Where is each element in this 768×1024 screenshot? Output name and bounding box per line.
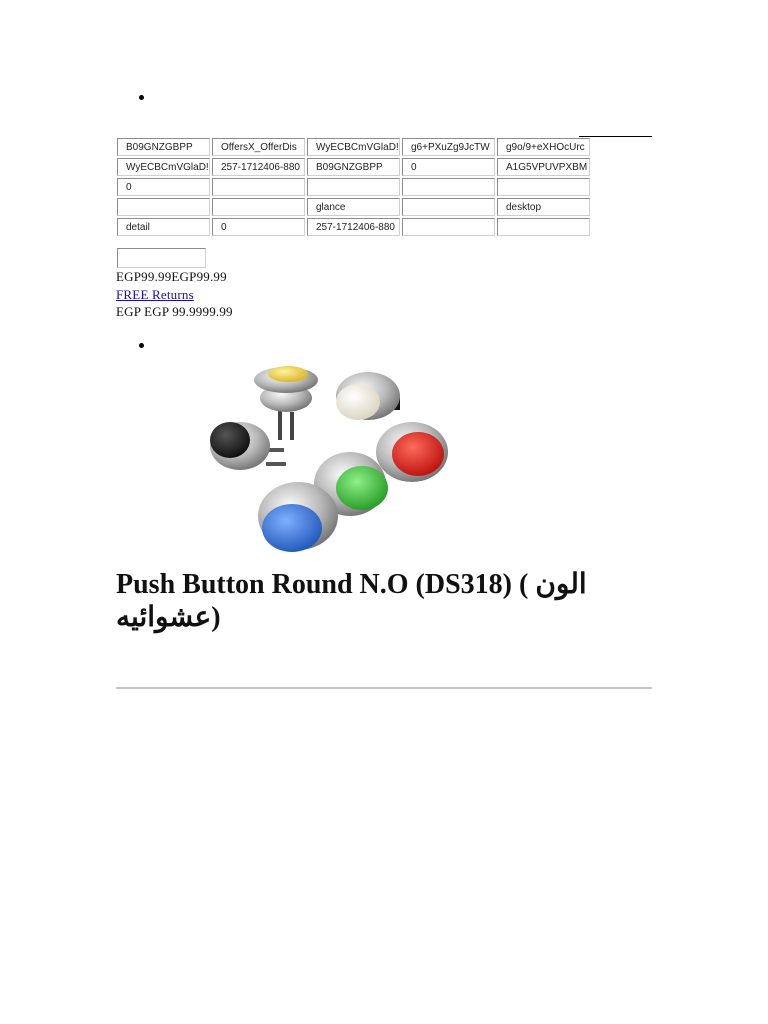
table-row xyxy=(117,158,590,176)
table-cell: g6+PXuZg9JcTW xyxy=(402,138,495,156)
table-cell: 0 xyxy=(212,218,305,236)
table-cell xyxy=(212,178,305,196)
table-cell: glance xyxy=(307,198,400,216)
table-row xyxy=(117,178,590,196)
push-button-red xyxy=(376,422,448,482)
push-button-yellow xyxy=(254,366,318,440)
price-text-secondary: EGP EGP 99.9999.99 xyxy=(116,304,233,319)
product-image xyxy=(190,358,470,558)
table-cell: desktop xyxy=(497,198,590,216)
table-cell xyxy=(497,178,590,196)
free-returns-link[interactable]: FREE Returns xyxy=(116,287,194,302)
push-button-blue xyxy=(258,482,338,552)
list-bullet xyxy=(139,343,144,348)
push-button-white xyxy=(336,372,400,420)
table-cell: g9o/9+eXHOcUrc xyxy=(497,138,590,156)
table-cell xyxy=(497,218,590,236)
table-cell: 257-1712406-880 xyxy=(307,218,400,236)
table-cell: detail xyxy=(117,218,210,236)
table-row xyxy=(117,138,590,156)
table-cell: B09GNZGBPP xyxy=(307,158,400,176)
table-row xyxy=(117,218,590,236)
push-button-black xyxy=(210,422,286,470)
table-cell xyxy=(402,218,495,236)
table-cell: B09GNZGBPP xyxy=(117,138,210,156)
price-text: EGP99.99EGP99.99 xyxy=(116,269,227,284)
product-title: Push Button Round N.O (DS318) ( الون عشوائيه) xyxy=(116,569,587,633)
table-cell: 257-1712406-880 xyxy=(212,158,305,176)
table-cell: WyECBCmVGlaD! xyxy=(307,138,400,156)
divider xyxy=(116,687,652,689)
table-cell: 0 xyxy=(117,178,210,196)
list-bullet xyxy=(139,95,144,100)
data-table xyxy=(115,136,592,238)
table-cell xyxy=(402,178,495,196)
table-empty-cell xyxy=(117,248,206,268)
table-cell: A1G5VPUVPXBM xyxy=(497,158,590,176)
table-cell xyxy=(117,198,210,216)
table-cell: WyECBCmVGlaD! xyxy=(117,158,210,176)
table-cell xyxy=(402,198,495,216)
table-cell: 0 xyxy=(402,158,495,176)
table-cell xyxy=(212,198,305,216)
table-cell: OffersX_OfferDis xyxy=(212,138,305,156)
table-row xyxy=(117,198,590,216)
table-cell xyxy=(307,178,400,196)
